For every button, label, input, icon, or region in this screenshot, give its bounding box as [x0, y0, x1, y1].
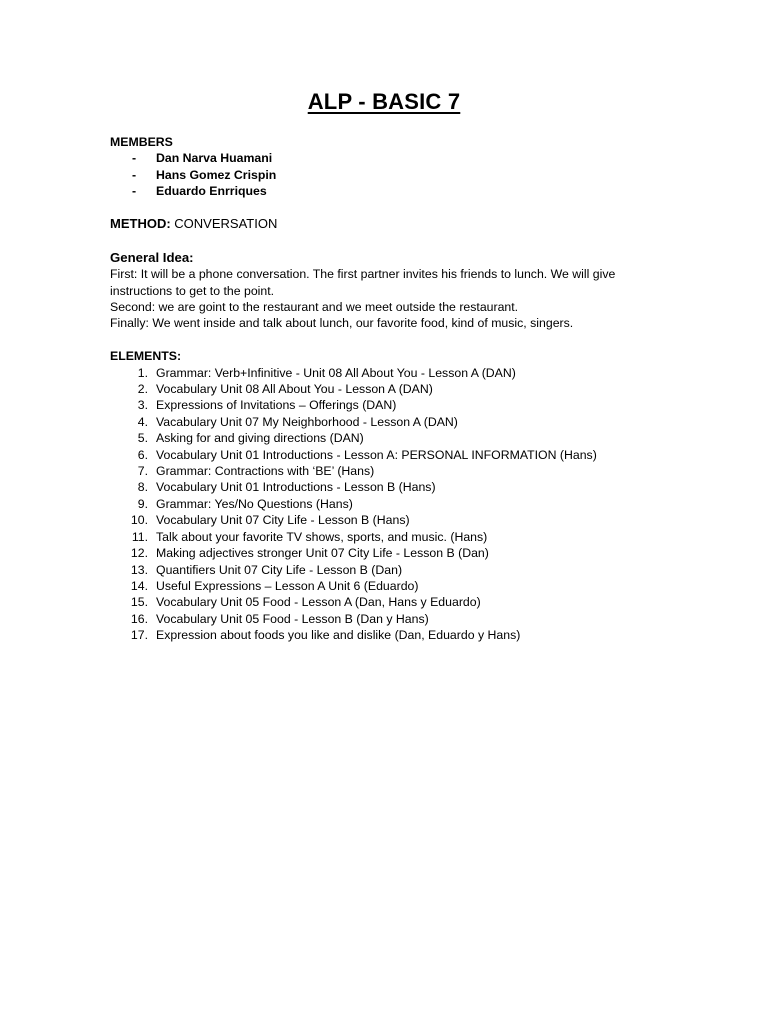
element-item [110, 430, 670, 446]
element-item [110, 594, 670, 610]
element-number: 12. [130, 546, 148, 561]
element-number: 14. [130, 578, 148, 593]
elements-list [110, 365, 670, 644]
element-text: Making adjectives stronger Unit 07 City Life - Lesson B (Dan) [156, 546, 489, 561]
member-item [110, 167, 670, 183]
element-item [110, 496, 670, 512]
member-name: Dan Narva Huamani [156, 151, 273, 166]
element-text: Expressions of Invitations – Offerings (DAN) [156, 398, 397, 413]
element-number: 10. [130, 513, 148, 528]
method-label: METHOD: [110, 216, 171, 232]
element-text: Expression about foods you like and dislike (Dan, Eduardo y Hans) [156, 628, 521, 643]
element-number: 3. [137, 398, 148, 413]
element-text: Talk about your favorite TV shows, sports, and music. (Hans) [156, 529, 488, 544]
general-idea-heading: General Idea: [110, 249, 194, 265]
element-number: 8. [137, 480, 148, 495]
element-item [110, 479, 670, 495]
element-number: 13. [130, 562, 148, 577]
general-idea-second: Second: we are goint to the restaurant and we meet outside the restaurant. [110, 300, 519, 315]
element-text: Quantifiers Unit 07 City Life - Lesson B (Dan) [156, 562, 403, 577]
element-number: 9. [137, 496, 148, 511]
elements-heading: ELEMENTS: [110, 349, 182, 364]
element-number: 11. [131, 529, 148, 544]
element-item [110, 578, 670, 594]
bullet-dash: - [132, 184, 137, 199]
element-text: Vocabulary Unit 07 City Life - Lesson B (Hans) [156, 513, 410, 528]
document-title: ALP - BASIC 7 [307, 89, 461, 114]
element-number: 5. [137, 431, 148, 446]
element-text: Vocabulary Unit 05 Food - Lesson A (Dan, Hans y Eduardo) [156, 595, 481, 610]
element-number: 4. [137, 414, 148, 429]
element-item [110, 365, 670, 381]
member-item [110, 183, 670, 199]
element-item [110, 463, 670, 479]
general-idea-first: First: It will be a phone conversation. The first partner invites his friends to lunch. We will give instructions to get to the point. [110, 267, 616, 298]
element-item [110, 562, 670, 578]
element-text: Vocabulary Unit 01 Introductions - Lesson B (Hans) [156, 480, 436, 495]
element-number: 17. [130, 628, 148, 643]
member-item [110, 150, 670, 166]
element-item [110, 611, 670, 627]
element-text: Grammar: Verb+Infinitive - Unit 08 All About You - Lesson A (DAN) [156, 365, 516, 380]
method-line [110, 216, 670, 232]
element-text: Vocabulary Unit 08 All About You - Lesson A (DAN) [156, 382, 433, 397]
element-text: Vocabulary Unit 01 Introductions - Lesson A: PERSONAL INFORMATION (Hans) [156, 447, 597, 462]
element-item [110, 414, 670, 430]
element-item [110, 627, 670, 643]
element-text: Vocabulary Unit 05 Food - Lesson B (Dan y Hans) [156, 611, 429, 626]
element-item [110, 381, 670, 397]
member-name: Eduardo Enrriques [156, 184, 267, 199]
method-value: CONVERSATION [174, 216, 278, 232]
element-item [110, 397, 670, 413]
element-text: Vacabulary Unit 07 My Neighborhood - Lesson A (DAN) [156, 414, 458, 429]
element-item [110, 512, 670, 528]
bullet-dash: - [132, 151, 137, 166]
element-item [110, 529, 670, 545]
document-body [110, 134, 670, 644]
members-heading: MEMBERS [110, 135, 173, 149]
element-number: 2. [137, 382, 148, 397]
element-item [110, 447, 670, 463]
element-number: 15. [130, 595, 148, 610]
element-text: Useful Expressions – Lesson A Unit 6 (Eduardo) [156, 578, 419, 593]
general-idea-finally: Finally: We went inside and talk about lunch, our favorite food, kind of music, singers. [110, 316, 574, 331]
element-number: 6. [137, 447, 148, 462]
bullet-dash: - [132, 167, 137, 182]
element-text: Grammar: Contractions with ‘BE’ (Hans) [156, 464, 375, 479]
members-list [110, 150, 670, 199]
element-number: 16. [130, 611, 148, 626]
element-text: Asking for and giving directions (DAN) [156, 431, 364, 446]
member-name: Hans Gomez Crispin [156, 167, 277, 182]
element-item [110, 545, 670, 561]
element-number: 1. [137, 365, 148, 380]
element-number: 7. [137, 464, 148, 479]
element-text: Grammar: Yes/No Questions (Hans) [156, 496, 353, 511]
